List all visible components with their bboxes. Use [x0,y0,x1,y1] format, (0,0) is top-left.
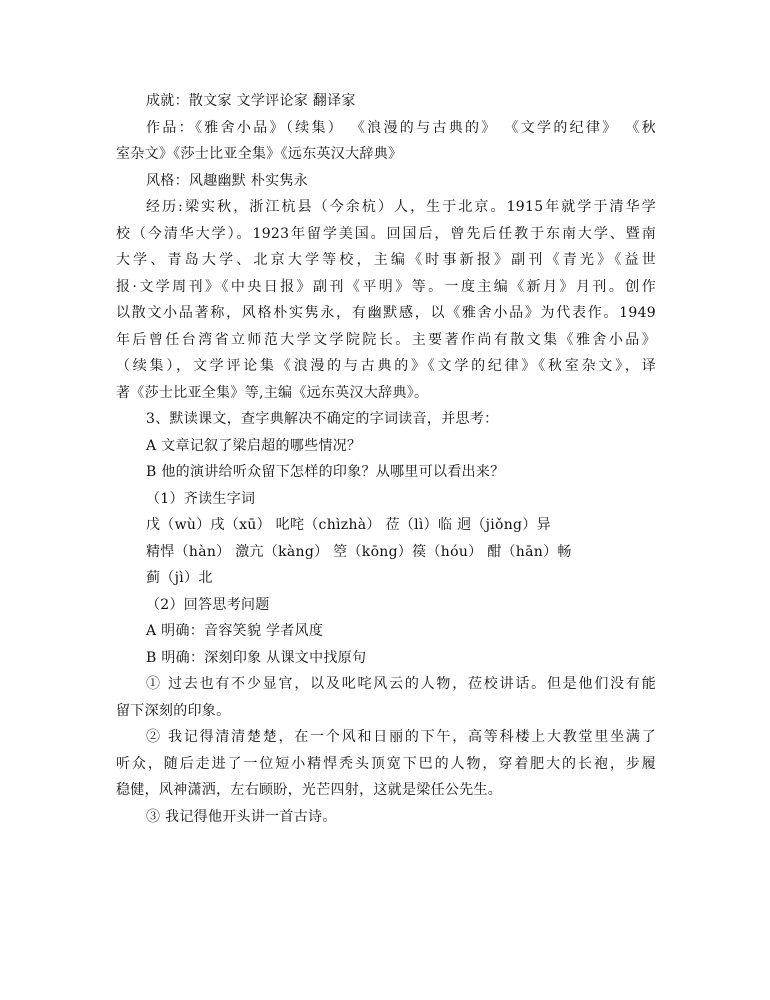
text-line: ① 过去也有不少显官，以及叱咤风云的人物，莅校讲话。但是他们没有能 [146,676,656,692]
text-line: 作品：《雅舍小品》（续集） 《浪漫的与古典的》 《文学的纪律》 《秋 [146,119,656,136]
text-line: 经历:梁实秋，浙江杭县（今余杭）人，生于北京。1915年就学于清华学 [146,199,656,215]
text-line: 成就：散文家 文学评论家 翻译家 [146,93,356,109]
text-line: A 文章记叙了梁启超的哪些情况？ [146,437,362,454]
text-line: A 明确：音容笑貌 学者风度 [146,623,324,639]
text-line: 听众，随后走进了一位短小精悍秃头顶宽下巴的人物，穿着肥大的长袍，步履 [116,755,656,772]
text-line: 著《莎士比亚全集》等,主编《远东英汉大辞典》。 [116,384,429,401]
text-line: 精悍（hàn） 激亢（kàng） 箜（kōng）篌（hóu） 酣（hān）畅 [146,543,572,560]
text-line: B 明确：深刻印象 从课文中找原句 [146,649,367,666]
text-line: B 他的演讲给听众留下怎样的印象？从哪里可以看出来？ [146,464,505,480]
text-line: （1）齐读生字词 [146,490,256,507]
text-line: 稳健，风神潇洒，左右顾盼，光芒四射，这就是梁任公先生。 [116,782,503,798]
text-line: （2）回答思考问题 [146,596,270,613]
text-line: 留下深刻的印象。 [116,702,231,719]
text-line: 校（今清华大学）。1923年留学美国。回国后，曾先后任教于东南大学、暨南 [116,225,656,242]
text-line: 以散文小品著称，风格朴实隽永，有幽默感，以《雅舍小品》为代表作。1949 [116,305,656,321]
text-line: 室杂文》《莎士比亚全集》《远东英汉大辞典》 [116,146,403,162]
text-line: ③ 我记得他开头讲一首古诗。 [146,808,337,825]
text-line: 报·文学周刊》《中央日报》副刊《平明》等。一度主编《新月》月刊。创作 [116,278,656,295]
document-body [116,88,656,830]
text-line: 年后曾任台湾省立师范大学文学院院长。主要著作尚有散文集《雅舍小品》 [116,331,656,348]
text-line: （续集），文学评论集《浪漫的与古典的》《文学的纪律》《秋室杂文》，译 [116,358,656,374]
text-line: 大学、青岛大学、北京大学等校，主编《时事新报》副刊《青光》《益世 [116,252,656,268]
text-line: 蓟（jì）北 [146,570,213,586]
text-line: ② 我记得清清楚楚，在一个风和日丽的下午，高等科楼上大教堂里坐满了 [146,729,656,745]
text-line: 风格：风趣幽默 朴实隽永 [146,172,309,189]
text-line: 戊（wù）戌（xū） 叱咤（chìzhà） 莅（lì）临 迥（jiǒng）异 [146,517,551,533]
text-line: 3、默读课文，查字典解决不确定的字词读音，并思考： [146,411,499,427]
